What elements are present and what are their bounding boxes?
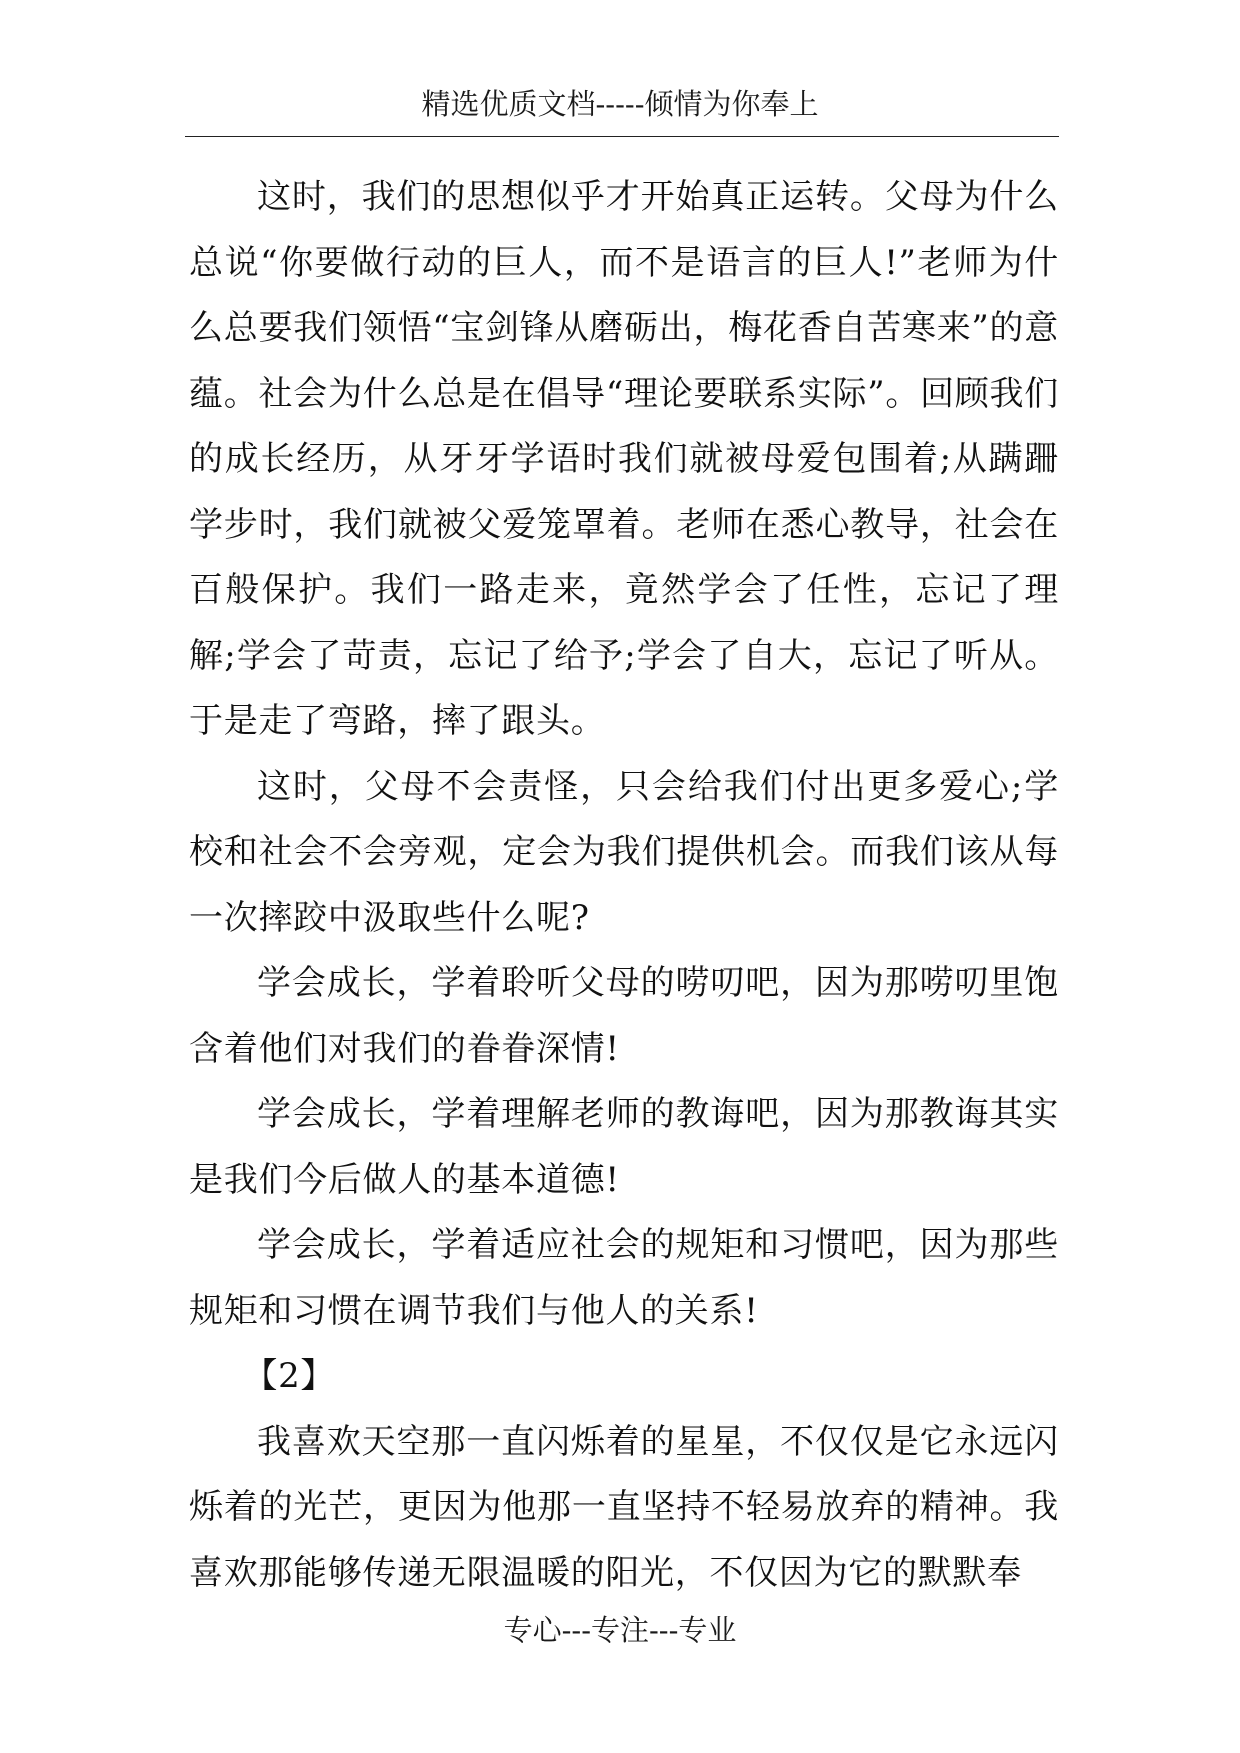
document-body — [189, 165, 1059, 1606]
page-header: 精选优质文档-----倾情为你奉上 — [421, 87, 819, 121]
header-divider — [185, 136, 1059, 137]
page-footer: 专心---专注---专业 — [503, 1613, 737, 1647]
paragraph-1: 这时，我们的思想似乎才开始真正运转。父母为什么总说“你要做行动的巨人，而不是语言的巨人!”老师为什么总要我们领悟“宝剑锋从磨砺出，梅花香自苦寒来”的意蕴。社会为什么总是在倡导“理论要联系实际”。回顾我们的成长经历，从牙牙学语时我们就被母爱包围着;从蹒跚学步时，我们就被父爱笼罩着。老师在悉心教导，社会在百般保护。我们一路走来，竟然学会了任性，忘记了理解;学会了苛责，忘记了给予;学会了自大，忘记了听从。于是走了弯路，摔了跟头。 — [189, 177, 1059, 741]
paragraph-2: 这时，父母不会责怪，只会给我们付出更多爱心;学校和社会不会旁观，定会为我们提供机会。而我们该从每一次摔跤中汲取些什么呢? — [189, 766, 1059, 938]
paragraph-3: 学会成长，学着聆听父母的唠叨吧，因为那唠叨里饱含着他们对我们的眷眷深情! — [189, 963, 1059, 1069]
paragraph-4: 学会成长，学着理解老师的教诲吧，因为那教诲其实是我们今后做人的基本道德! — [189, 1094, 1059, 1200]
paragraph-6: 我喜欢天空那一直闪烁着的星星，不仅仅是它永远闪烁着的光芒，更因为他那一直坚持不轻易放弃的精神。我喜欢那能够传递无限温暖的阳光，不仅因为它的默默奉 — [189, 1421, 1059, 1593]
section-marker: 【2】 — [243, 1356, 336, 1396]
paragraph-5: 学会成长，学着适应社会的规矩和习惯吧，因为那些规矩和习惯在调节我们与他人的关系! — [189, 1225, 1059, 1331]
